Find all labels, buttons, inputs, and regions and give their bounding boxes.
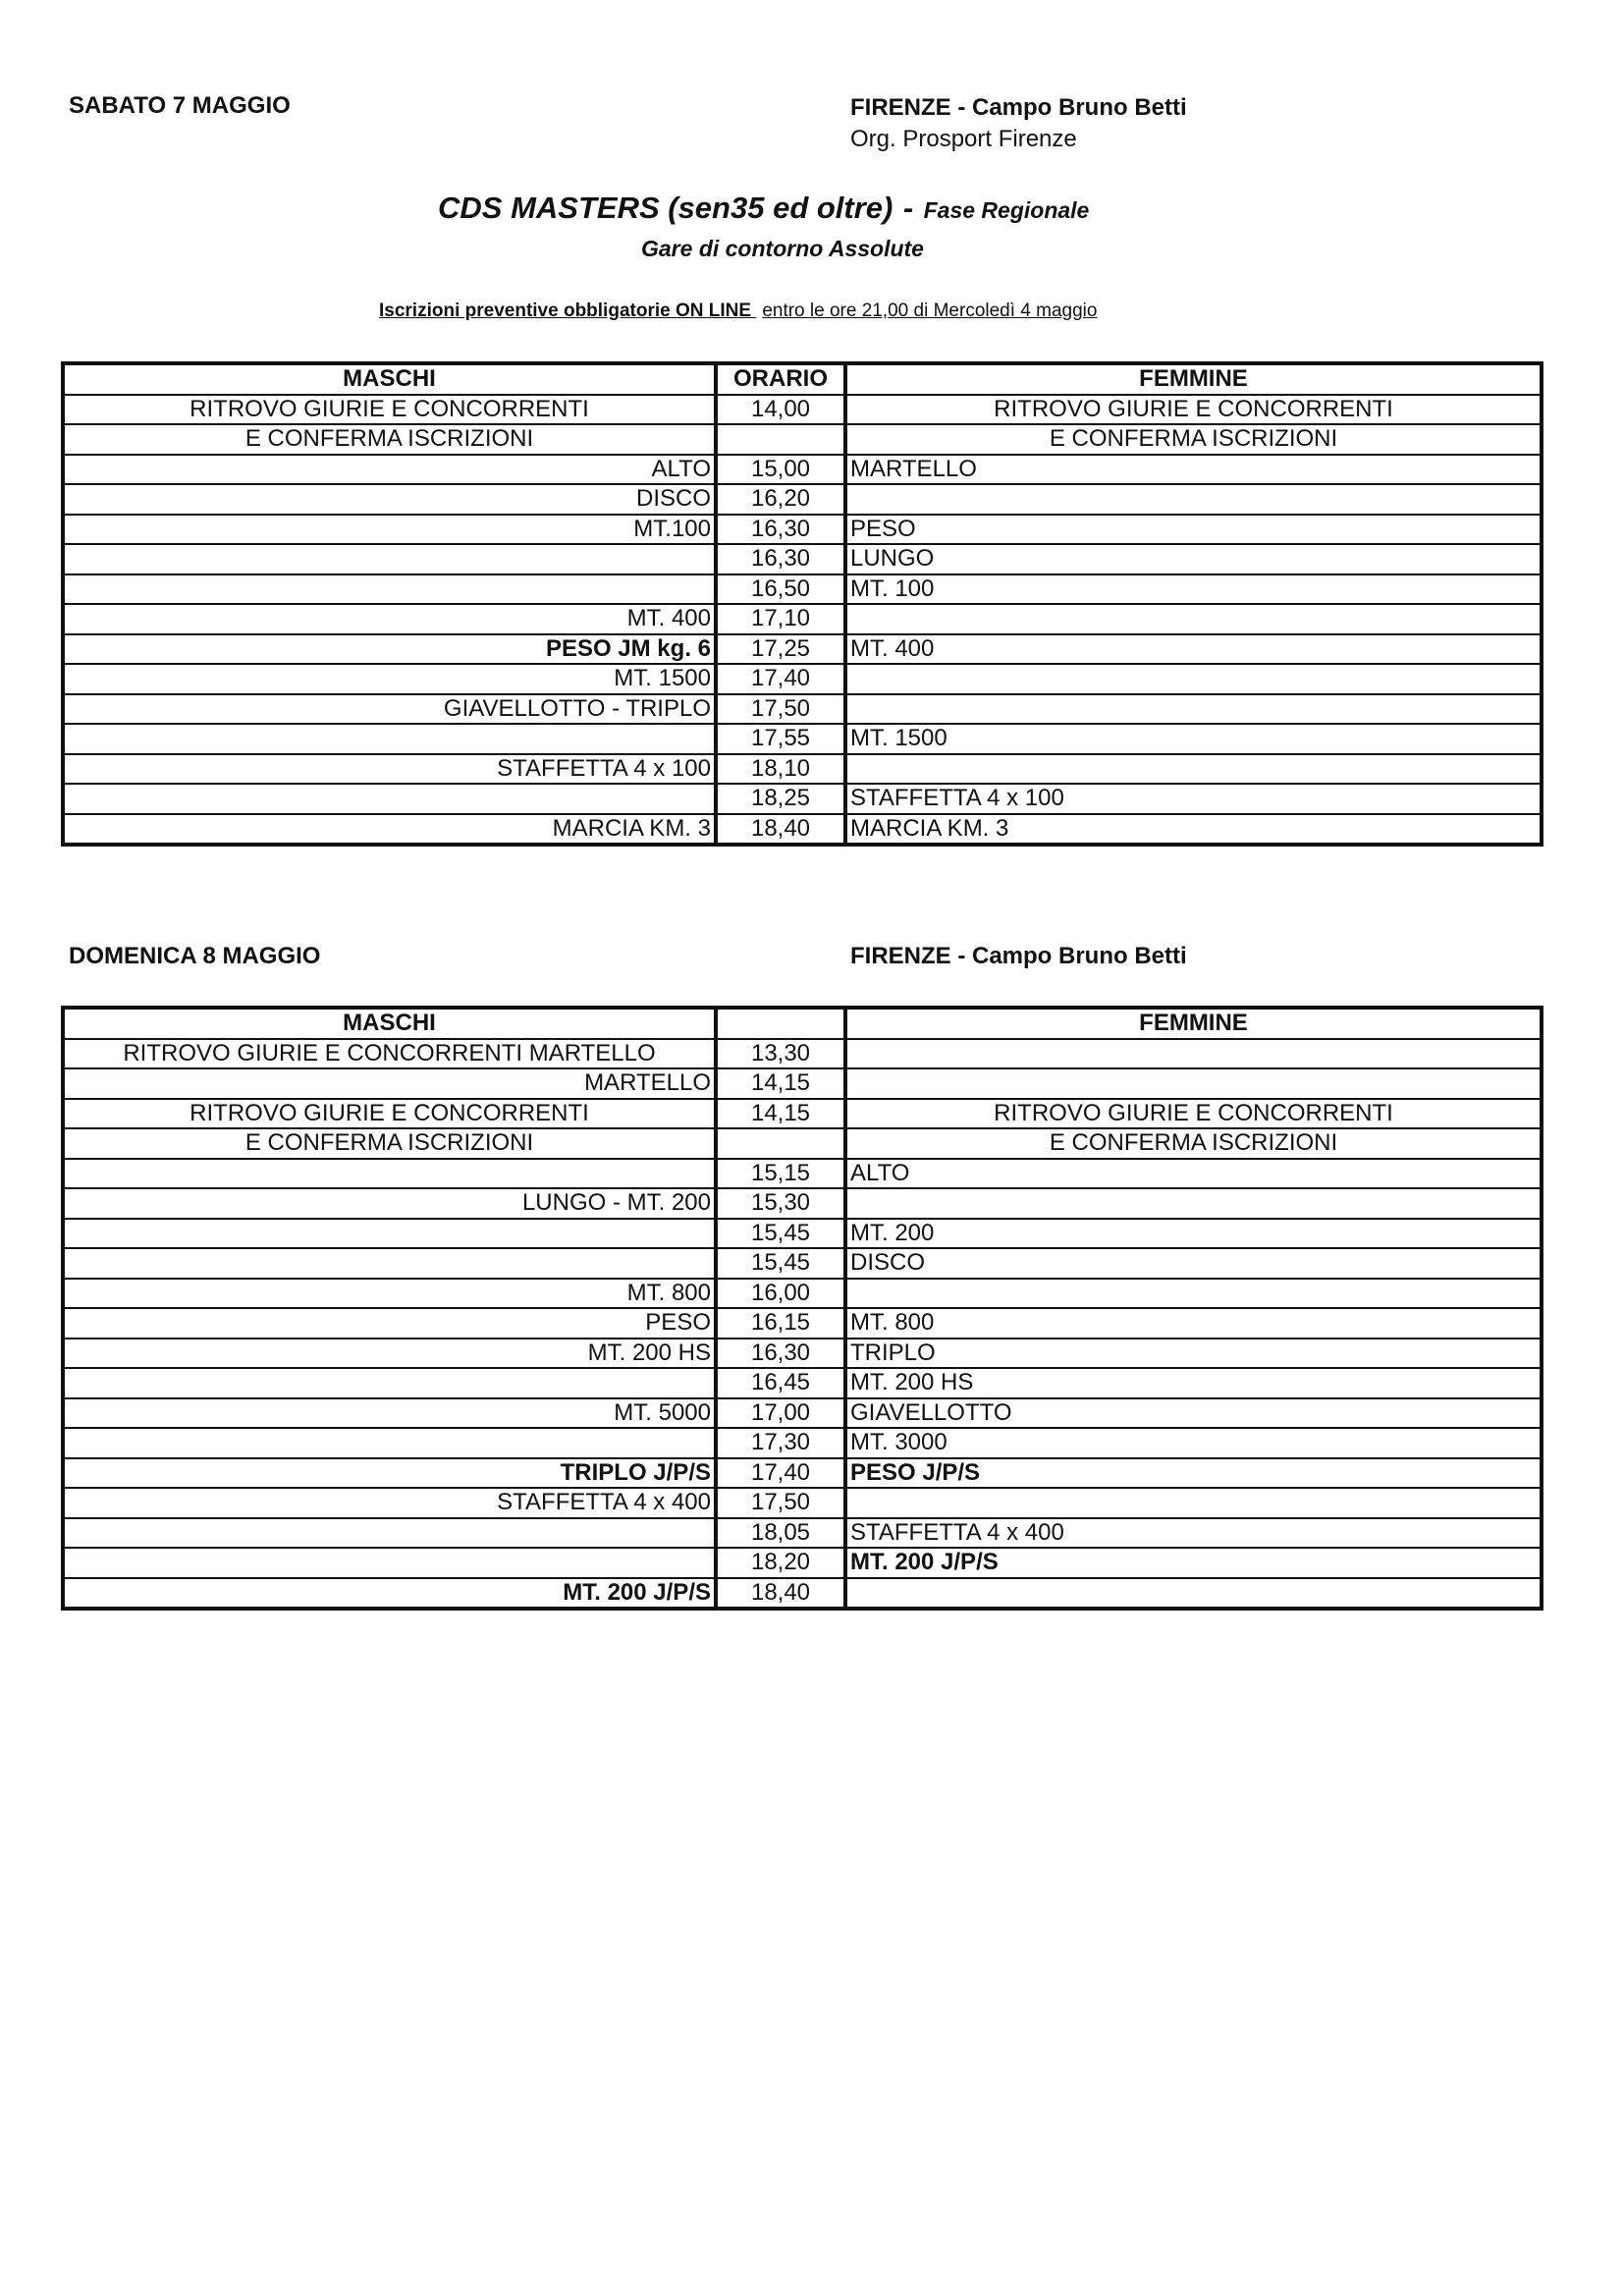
cell-femmine: [845, 664, 1542, 694]
table-row: [63, 814, 1542, 846]
event-title-main: CDS MASTERS (sen35 ed oltre): [438, 191, 893, 225]
cell-maschi: [63, 574, 716, 605]
cell-orario: 16,15: [716, 1308, 845, 1339]
cell-maschi: [63, 1159, 716, 1189]
cell-femmine: MT. 200 HS: [845, 1368, 1542, 1398]
cell-femmine: [845, 1039, 1542, 1069]
table-row: [63, 1248, 1542, 1279]
table-row: [63, 455, 1542, 485]
table-row: [63, 1188, 1542, 1219]
cell-maschi: LUNGO - MT. 200: [63, 1188, 716, 1219]
table-row: [63, 604, 1542, 634]
table-row: [63, 1128, 1542, 1159]
cell-femmine: MT. 400: [845, 634, 1542, 665]
cell-femmine: DISCO: [845, 1248, 1542, 1279]
cell-femmine: LUNGO: [845, 544, 1542, 574]
cell-femmine: MT. 200: [845, 1219, 1542, 1249]
table-row: [63, 1159, 1542, 1189]
cell-maschi: [63, 1368, 716, 1398]
table-row: [63, 1339, 1542, 1369]
cell-orario: 17,30: [716, 1428, 845, 1458]
cell-orario: 14,00: [716, 395, 845, 425]
cell-femmine: E CONFERMA ISCRIZIONI: [845, 1128, 1542, 1159]
cell-maschi: RITROVO GIURIE E CONCORRENTI: [63, 1099, 716, 1129]
cell-maschi: MARCIA KM. 3: [63, 814, 716, 846]
cell-maschi: MT. 800: [63, 1279, 716, 1309]
cell-maschi: [63, 724, 716, 754]
cell-orario: 17,50: [716, 694, 845, 725]
cell-femmine: MT. 1500: [845, 724, 1542, 754]
cell-maschi: [63, 1518, 716, 1549]
cell-femmine: [845, 1188, 1542, 1219]
cell-orario: 17,40: [716, 1458, 845, 1489]
cell-orario: 14,15: [716, 1099, 845, 1129]
cell-femmine: MT. 200 J/P/S: [845, 1548, 1542, 1578]
table-row: [63, 515, 1542, 545]
cell-maschi: E CONFERMA ISCRIZIONI: [63, 424, 716, 455]
table-row: [63, 1518, 1542, 1549]
cell-femmine: MARTELLO: [845, 455, 1542, 485]
cell-orario: 14,15: [716, 1068, 845, 1099]
header-orario: ORARIO: [716, 363, 845, 395]
cell-maschi: TRIPLO J/P/S: [63, 1458, 716, 1489]
day1-organizer: Org. Prosport Firenze: [850, 126, 1077, 152]
cell-orario: 17,00: [716, 1398, 845, 1429]
cell-orario: 17,50: [716, 1488, 845, 1518]
table-row: [63, 664, 1542, 694]
table-row: [63, 1219, 1542, 1249]
header-femmine: FEMMINE: [845, 1008, 1542, 1039]
header-maschi: MASCHI: [63, 363, 716, 395]
table-row: [63, 484, 1542, 515]
cell-femmine: [845, 1488, 1542, 1518]
schedule-table-day2: [61, 1006, 1543, 1611]
table-row: [63, 1039, 1542, 1069]
table-row: [63, 574, 1542, 605]
table-row: [63, 544, 1542, 574]
cell-femmine: PESO J/P/S: [845, 1458, 1542, 1489]
event-title: [438, 191, 1089, 226]
table-row: [63, 784, 1542, 814]
cell-orario: 16,30: [716, 515, 845, 545]
cell-maschi: [63, 1548, 716, 1578]
cell-femmine: MT. 3000: [845, 1428, 1542, 1458]
cell-maschi: [63, 1248, 716, 1279]
cell-femmine: [845, 694, 1542, 725]
cell-maschi: MT. 5000: [63, 1398, 716, 1429]
cell-orario: 18,40: [716, 1578, 845, 1610]
header-orario: [716, 1008, 845, 1039]
cell-femmine: [845, 484, 1542, 515]
cell-orario: 17,55: [716, 724, 845, 754]
day2-venue: FIRENZE - Campo Bruno Betti: [850, 943, 1187, 969]
table-row: [63, 1428, 1542, 1458]
day1-date: SABATO 7 MAGGIO: [69, 92, 291, 119]
cell-orario: 18,20: [716, 1548, 845, 1578]
cell-orario: 16,50: [716, 574, 845, 605]
cell-femmine: MARCIA KM. 3: [845, 814, 1542, 846]
day2-date: DOMENICA 8 MAGGIO: [69, 943, 321, 969]
table-row: [63, 424, 1542, 455]
cell-femmine: [845, 754, 1542, 785]
table-row: [63, 694, 1542, 725]
cell-maschi: MT.100: [63, 515, 716, 545]
cell-femmine: [845, 1068, 1542, 1099]
cell-maschi: PESO JM kg. 6: [63, 634, 716, 665]
cell-maschi: STAFFETTA 4 x 400: [63, 1488, 716, 1518]
cell-maschi: MARTELLO: [63, 1068, 716, 1099]
cell-orario: 15,15: [716, 1159, 845, 1189]
cell-femmine: [845, 1279, 1542, 1309]
cell-orario: 16,30: [716, 544, 845, 574]
table-row: [63, 724, 1542, 754]
cell-maschi: ALTO: [63, 455, 716, 485]
cell-maschi: MT. 400: [63, 604, 716, 634]
cell-maschi: [63, 544, 716, 574]
table-row: [63, 1308, 1542, 1339]
cell-femmine: RITROVO GIURIE E CONCORRENTI: [845, 395, 1542, 425]
cell-orario: 18,40: [716, 814, 845, 846]
cell-maschi: MT. 1500: [63, 664, 716, 694]
cell-maschi: E CONFERMA ISCRIZIONI: [63, 1128, 716, 1159]
event-title-dash: -: [902, 191, 914, 225]
table-row: [63, 1368, 1542, 1398]
cell-orario: 17,25: [716, 634, 845, 665]
registration-notice: [379, 301, 1097, 322]
event-title-phase: Fase Regionale: [923, 197, 1090, 223]
cell-orario: 16,00: [716, 1279, 845, 1309]
cell-orario: 17,10: [716, 604, 845, 634]
cell-orario: 16,20: [716, 484, 845, 515]
table-row: [63, 1099, 1542, 1129]
cell-orario: 18,05: [716, 1518, 845, 1549]
cell-femmine: GIAVELLOTTO: [845, 1398, 1542, 1429]
cell-orario: 16,45: [716, 1368, 845, 1398]
cell-maschi: MT. 200 HS: [63, 1339, 716, 1369]
cell-maschi: DISCO: [63, 484, 716, 515]
event-subtitle: Gare di contorno Assolute: [641, 236, 924, 261]
cell-orario: 15,45: [716, 1248, 845, 1279]
cell-maschi: STAFFETTA 4 x 100: [63, 754, 716, 785]
table-header: [63, 1008, 1542, 1039]
cell-maschi: RITROVO GIURIE E CONCORRENTI MARTELLO: [63, 1039, 716, 1069]
cell-femmine: TRIPLO: [845, 1339, 1542, 1369]
table-row: [63, 1398, 1542, 1429]
day1-venue: FIRENZE - Campo Bruno Betti: [850, 94, 1187, 121]
cell-femmine: RITROVO GIURIE E CONCORRENTI: [845, 1099, 1542, 1129]
header-maschi: MASCHI: [63, 1008, 716, 1039]
cell-femmine: E CONFERMA ISCRIZIONI: [845, 424, 1542, 455]
cell-femmine: STAFFETTA 4 x 400: [845, 1518, 1542, 1549]
cell-maschi: MT. 200 J/P/S: [63, 1578, 716, 1610]
cell-maschi: RITROVO GIURIE E CONCORRENTI: [63, 395, 716, 425]
cell-femmine: [845, 604, 1542, 634]
table-row: [63, 1548, 1542, 1578]
schedule-table-day1: [61, 361, 1543, 847]
cell-femmine: [845, 1578, 1542, 1610]
cell-orario: 15,30: [716, 1188, 845, 1219]
cell-maschi: PESO: [63, 1308, 716, 1339]
cell-orario: [716, 1128, 845, 1159]
cell-orario: 17,40: [716, 664, 845, 694]
cell-femmine: ALTO: [845, 1159, 1542, 1189]
cell-femmine: STAFFETTA 4 x 100: [845, 784, 1542, 814]
cell-orario: 18,25: [716, 784, 845, 814]
registration-notice-bold: Iscrizioni preventive obbligatorie ON LINE: [379, 301, 752, 321]
cell-femmine: PESO: [845, 515, 1542, 545]
table-row: [63, 395, 1542, 425]
cell-maschi: [63, 784, 716, 814]
table-row: [63, 634, 1542, 665]
cell-orario: 15,00: [716, 455, 845, 485]
table-header: [63, 363, 1542, 395]
table-row: [63, 1068, 1542, 1099]
registration-notice-deadline: entro le ore 21,00 di Mercoledì 4 maggio: [762, 301, 1098, 321]
table-row: [63, 1578, 1542, 1610]
cell-orario: [716, 424, 845, 455]
cell-orario: 13,30: [716, 1039, 845, 1069]
cell-orario: 15,45: [716, 1219, 845, 1249]
table-row: [63, 1279, 1542, 1309]
cell-maschi: [63, 1428, 716, 1458]
table-row: [63, 1458, 1542, 1489]
table-row: [63, 1488, 1542, 1518]
cell-femmine: MT. 800: [845, 1308, 1542, 1339]
cell-femmine: MT. 100: [845, 574, 1542, 605]
cell-maschi: [63, 1219, 716, 1249]
cell-orario: 18,10: [716, 754, 845, 785]
cell-orario: 16,30: [716, 1339, 845, 1369]
table-row: [63, 754, 1542, 785]
header-femmine: FEMMINE: [845, 363, 1542, 395]
cell-maschi: GIAVELLOTTO - TRIPLO: [63, 694, 716, 725]
